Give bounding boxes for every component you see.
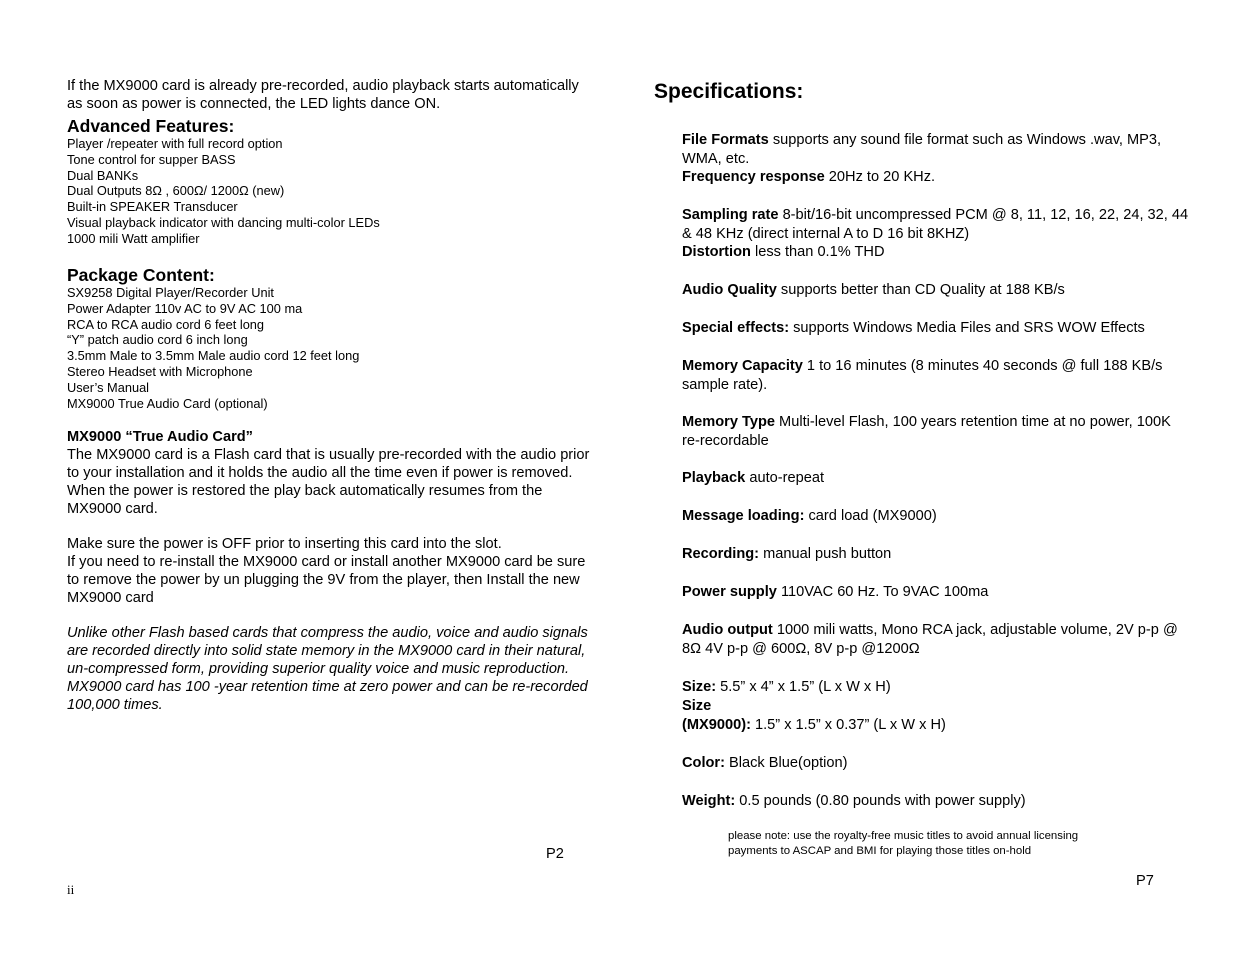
spec-value: card load (MX9000) xyxy=(804,508,937,524)
list-item: Dual Outputs 8Ω , 600Ω/ 1200Ω (new) xyxy=(67,183,285,199)
spec-distortion xyxy=(682,243,1192,262)
licensing-note: please note: use the royalty-free music titles to avoid annual licensing payments to ASCAP and BMI for playing those titles on-hold xyxy=(728,830,1079,857)
spec-label: Color: xyxy=(682,755,725,771)
list-item: Stereo Headset with Microphone xyxy=(67,363,253,379)
spec-label: Memory Type xyxy=(682,414,775,430)
list-item: 3.5mm Male to 3.5mm Male audio cord 12 feet long xyxy=(67,348,360,364)
spec-value: 5.5” x 4” x 1.5” (L x W x H) xyxy=(716,679,891,695)
spec-value: 8-bit/16-bit uncompressed PCM @ 8, 11, 12, 16, 22, 24, 32, 44 & 48 KHz (direct internal A to D 16 bit 8KHZ) xyxy=(682,207,1189,242)
spec-label: Sampling rate xyxy=(682,207,779,223)
spec-value: 1000 mili watts, Mono RCA jack, adjustable volume, 2V p-p @ 8Ω 4V p-p @ 600Ω, 8V p-p @1200Ω xyxy=(682,622,1178,657)
spec-label: Size: xyxy=(682,679,717,695)
spec-playback xyxy=(682,469,1192,488)
spec-color xyxy=(682,754,1192,773)
card-paragraph-1: The MX9000 card is a Flash card that is usually pre-recorded with the audio prior to your installation and it holds the audio all the time even if power is removed. When the power is restored the play back automatically resumes from the MX9000 card. xyxy=(67,447,590,517)
spec-label: Memory Capacity xyxy=(682,358,803,374)
spec-value: 20Hz to 20 KHz. xyxy=(824,169,936,185)
spec-value: 0.5 pounds (0.80 pounds with power supply) xyxy=(735,793,1026,809)
spec-label: Weight: xyxy=(682,793,736,809)
list-item: 1000 mili Watt amplifier xyxy=(67,230,200,246)
spec-label: Audio Quality xyxy=(682,282,777,298)
spec-size xyxy=(682,678,1192,697)
right-page xyxy=(654,0,1214,954)
advanced-features-heading: Advanced Features: xyxy=(67,116,235,136)
spec-label: Recording: xyxy=(682,546,760,562)
spec-label: Playback xyxy=(682,470,746,486)
spec-label: File Formats xyxy=(682,132,769,148)
list-item: “Y” patch audio cord 6 inch long xyxy=(67,332,248,348)
card-paragraph-2a: Make sure the power is OFF prior to inserting this card into the slot. xyxy=(67,536,502,552)
spec-value: 110VAC 60 Hz. To 9VAC 100ma xyxy=(776,584,989,600)
spec-value: auto-repeat xyxy=(745,470,824,486)
spec-label: Message loading: xyxy=(682,508,805,524)
spec-label: Size xyxy=(682,698,712,714)
advanced-features-list xyxy=(67,136,380,247)
spec-label: Power supply xyxy=(682,584,777,600)
spec-value: 1.5” x 1.5” x 0.37” (L x W x H) xyxy=(750,717,946,733)
intro-paragraph: If the MX9000 card is already pre-recorded, audio playback starts automatically as soon as power is connected, the LED lights dance ON. xyxy=(67,78,579,112)
spec-size-card xyxy=(682,716,1192,735)
spec-label: Frequency response xyxy=(682,169,825,185)
card-paragraph-2b: If you need to re-install the MX9000 card or install another MX9000 card be sure to remove the power by un plugging the 9V from the player, then Install the new MX9000 card xyxy=(67,554,586,606)
spec-label: (MX9000): xyxy=(682,717,751,733)
page-number: P7 xyxy=(1136,873,1154,889)
list-item: Dual BANKs xyxy=(67,167,139,183)
list-item: SX9258 Digital Player/Recorder Unit xyxy=(67,285,274,300)
list-item: Tone control for supper BASS xyxy=(67,151,236,167)
spec-frequency-response xyxy=(682,168,1192,187)
spec-memory-capacity xyxy=(682,357,1192,394)
spec-value: manual push button xyxy=(759,546,892,562)
spec-value: supports better than CD Quality at 188 KB/s xyxy=(776,282,1065,298)
list-item: MX9000 True Audio Card (optional) xyxy=(67,395,268,411)
specifications-heading: Specifications: xyxy=(654,80,804,103)
package-content-list xyxy=(67,285,359,411)
list-item: Player /repeater with full record option xyxy=(67,136,283,151)
spec-value: less than 0.1% THD xyxy=(750,244,885,260)
spec-value: Multi-level Flash, 100 years retention time at no power, 100K re-recordable xyxy=(682,414,1171,449)
spec-weight xyxy=(682,792,1192,811)
spec-label: Distortion xyxy=(682,244,751,260)
spec-memory-type xyxy=(682,413,1192,450)
spec-size-card-label xyxy=(682,697,1192,716)
spec-file-formats xyxy=(682,131,1192,168)
spec-power-supply xyxy=(682,583,1192,602)
spec-value: 1 to 16 minutes (8 minutes 40 seconds @ full 188 KB/s sample rate). xyxy=(682,358,1163,393)
spec-special-effects xyxy=(682,319,1192,338)
spec-value: supports any sound file format such as Windows .wav, MP3, WMA, etc. xyxy=(682,132,1162,167)
card-italic-paragraph: Unlike other Flash based cards that compress the audio, voice and audio signals are recorded directly into solid state memory in the MX9000 card in their natural, un-compressed form, providing superior quality voice and music reproduction. MX9000 card has 100 -year retention time at zero power and can be re-recorded 100,000 times. xyxy=(67,625,588,713)
spec-audio-quality xyxy=(682,281,1192,300)
list-item: Built-in SPEAKER Transducer xyxy=(67,199,238,215)
package-content-heading: Package Content: xyxy=(67,265,215,285)
page-number: P2 xyxy=(546,846,564,862)
list-item: Power Adapter 110v AC to 9V AC 100 ma xyxy=(67,300,303,316)
list-item: Visual playback indicator with dancing multi-color LEDs xyxy=(67,214,380,230)
card-heading: MX9000 “True Audio Card” xyxy=(67,429,253,445)
roman-page-number: ii xyxy=(67,882,75,897)
spec-message-loading xyxy=(682,507,1192,526)
list-item: User’s Manual xyxy=(67,379,150,395)
spec-value: supports Windows Media Files and SRS WOW Effects xyxy=(789,320,1145,336)
left-page xyxy=(67,0,607,954)
spec-label: Audio output xyxy=(682,622,773,638)
spec-recording xyxy=(682,545,1192,564)
list-item: RCA to RCA audio cord 6 feet long xyxy=(67,316,265,332)
spec-audio-output xyxy=(682,621,1192,658)
spec-label: Special effects: xyxy=(682,320,790,336)
spec-sampling-rate xyxy=(682,206,1192,243)
spec-value: Black Blue(option) xyxy=(724,755,848,771)
